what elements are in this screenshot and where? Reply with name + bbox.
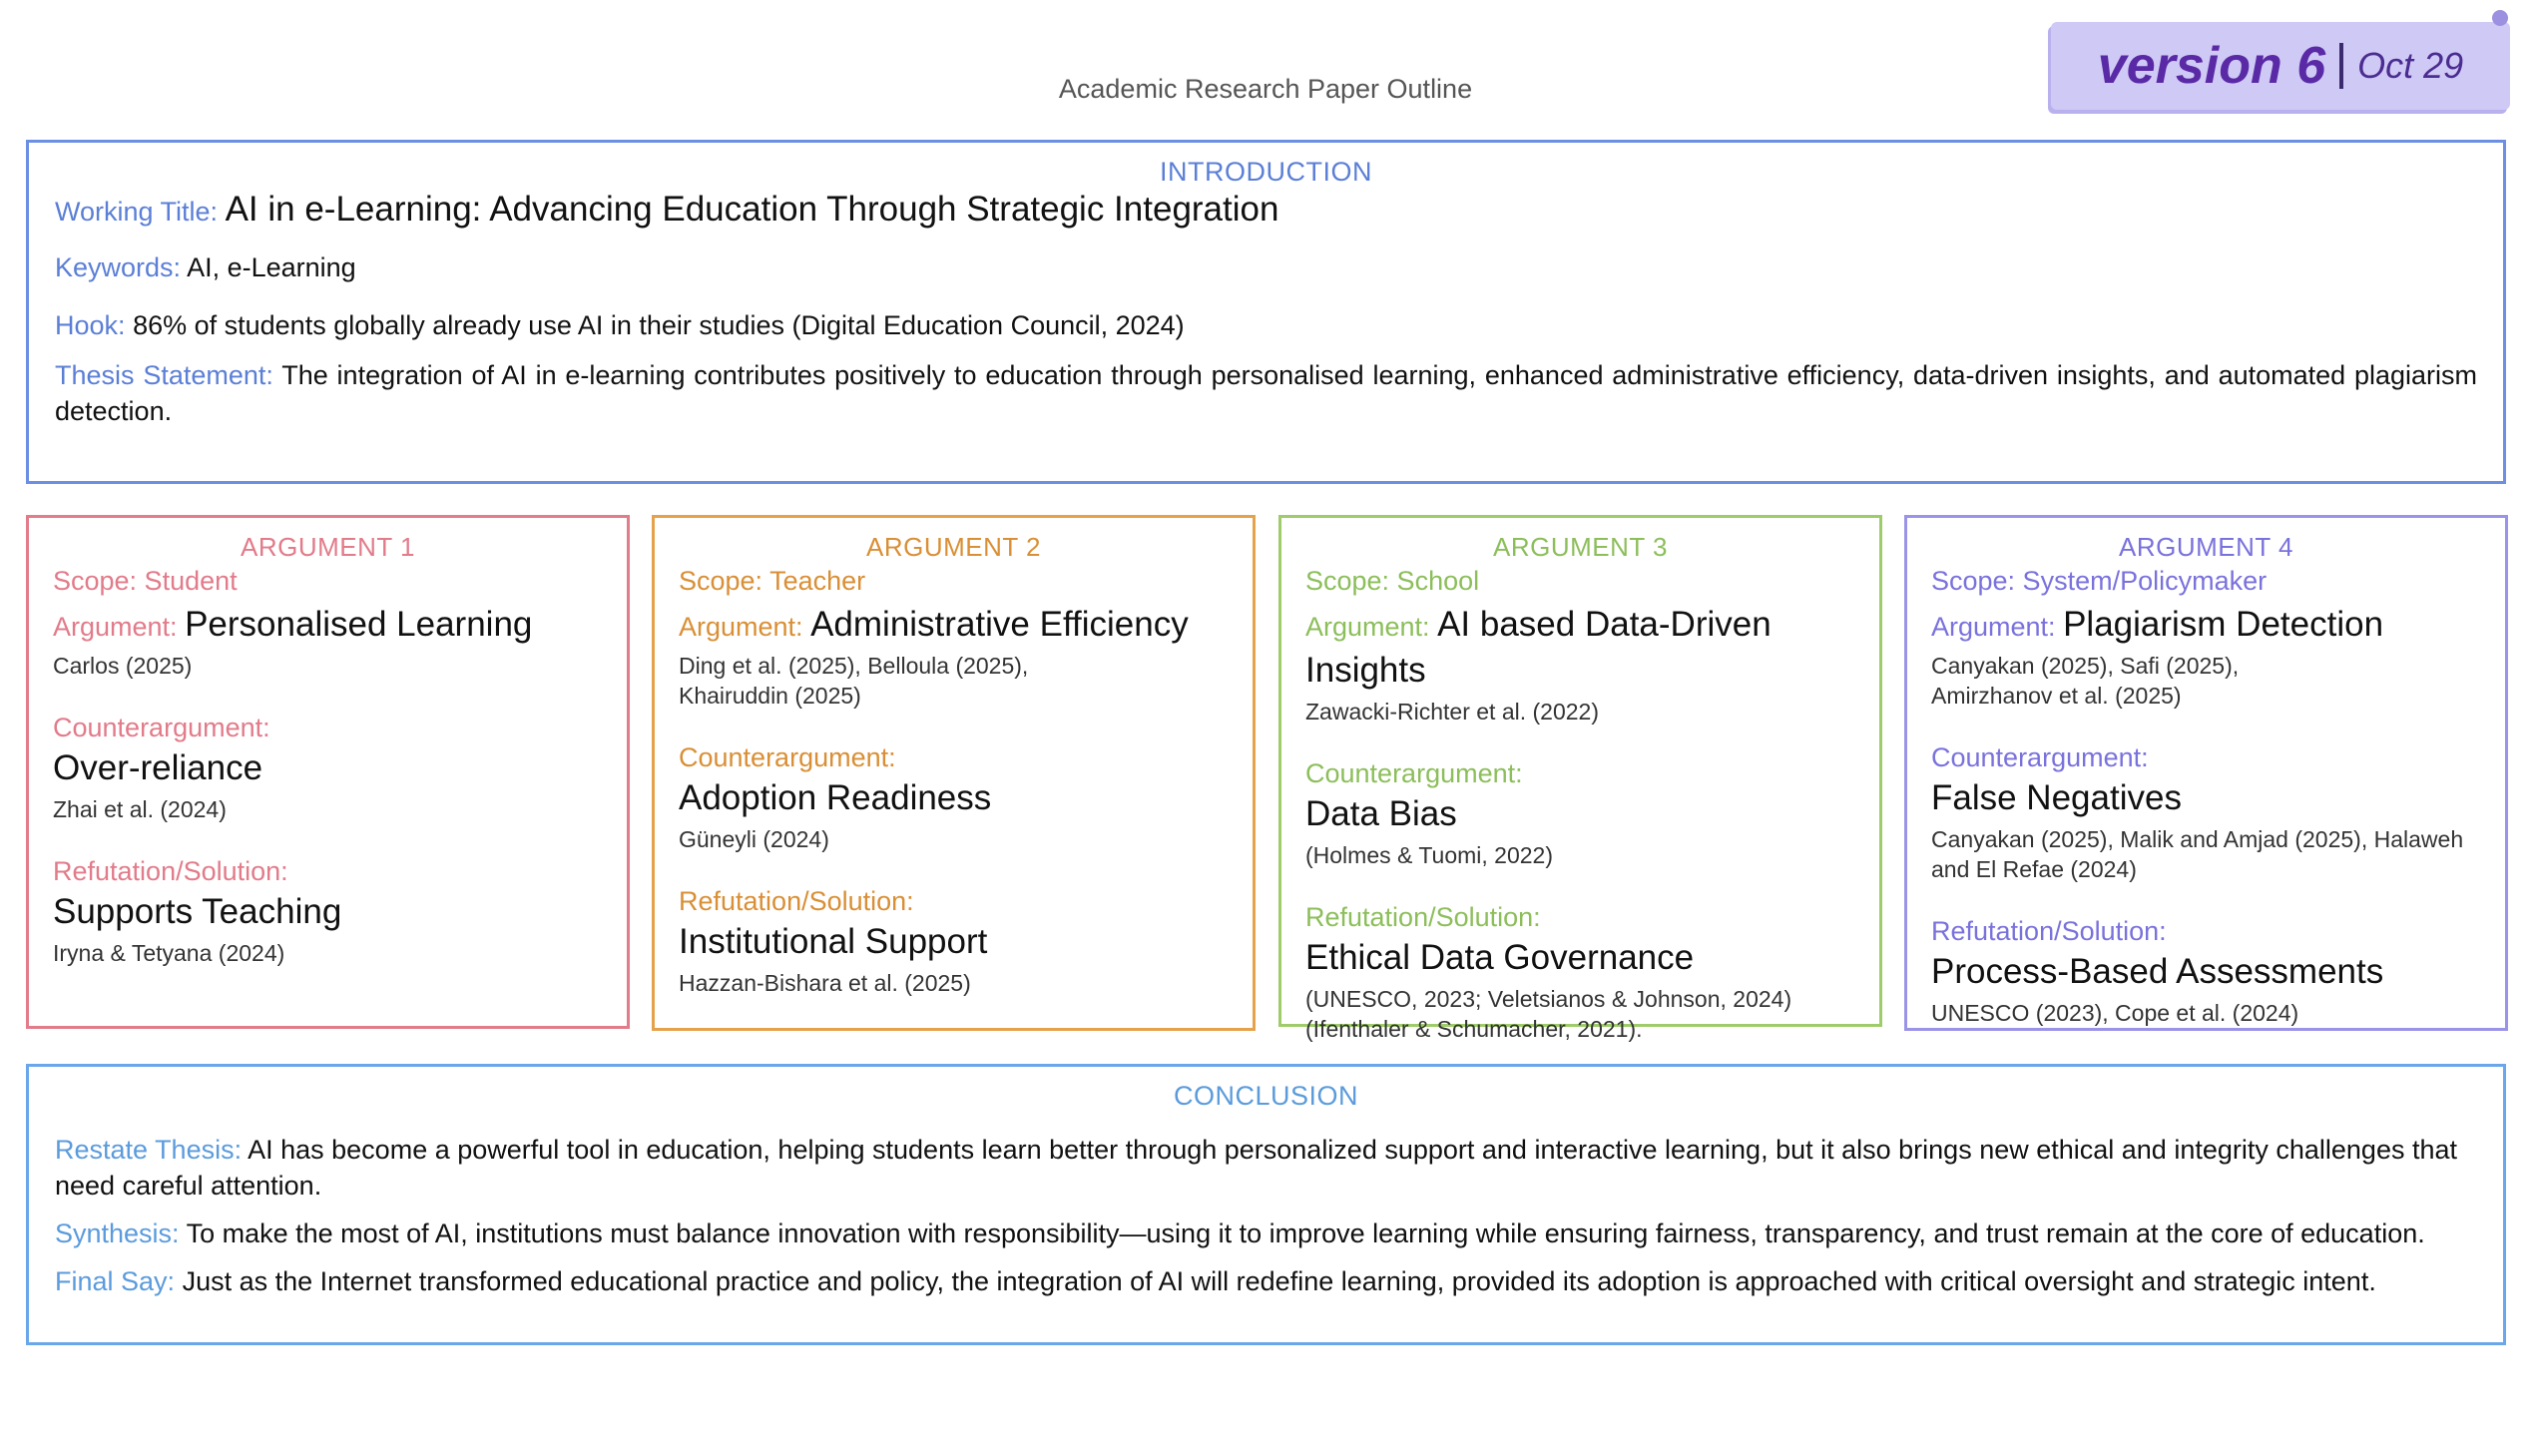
restate-thesis-row (55, 1132, 2477, 1204)
argument-2-counter-cite: Güneyli (2024) (679, 826, 829, 852)
synthesis-value: To make the most of AI, institutions must balance innovation with responsibility—using it to improve learning while ensuring fairness, transparency, and trust remain at the core of education. (186, 1218, 2425, 1248)
argument-label: Argument: (53, 612, 178, 642)
thesis-label: Thesis Statement: (55, 360, 273, 390)
introduction-section (26, 140, 2506, 484)
counterargument-label: Counterargument: (1931, 742, 2149, 772)
argument-3-argument-cite: Zawacki-Richter et al. (2022) (1305, 699, 1599, 725)
argument-3-counter: Data Bias (1305, 794, 1457, 833)
argument-3-scope: Scope: School (1305, 566, 1480, 596)
argument-2-refutation: Institutional Support (679, 922, 988, 961)
version-divider (2339, 43, 2343, 89)
argument-2-heading: ARGUMENT 2 (866, 532, 1041, 562)
argument-4-refutation: Process-Based Assessments (1931, 952, 2384, 991)
final-say-row (55, 1263, 2477, 1299)
argument-2-argument: Administrative Efficiency (810, 605, 1189, 644)
argument-4-refutation-cite: UNESCO (2023), Cope et al. (2024) (1931, 1000, 2299, 1026)
final-say-value: Just as the Internet transformed educational practice and policy, the integration of AI will redefine learning, provided its adoption is approached with critical oversight and strategic intent. (182, 1266, 2376, 1296)
working-title-label: Working Title: (55, 197, 219, 227)
argument-label: Argument: (679, 612, 803, 642)
argument-1-counter-cite: Zhai et al. (2024) (53, 796, 227, 822)
hook-value: 86% of students globally already use AI in their studies (Digital Education Council, 2024) (133, 310, 1185, 340)
argument-1-card (26, 515, 630, 1029)
argument-1-argument: Personalised Learning (185, 605, 533, 644)
argument-1-argument-row (53, 603, 603, 649)
argument-1-refutation-cite: Iryna & Tetyana (2024) (53, 940, 285, 966)
argument-4-heading: ARGUMENT 4 (2119, 532, 2293, 562)
restate-thesis-value: AI has become a powerful tool in education, helping students learn better through personalized support and interactive learning, but it also brings new ethical and integrity challenges that need careful attention. (55, 1135, 2457, 1201)
argument-4-argument-row (1931, 603, 2481, 649)
argument-4-argument-cite: Canyakan (2025), Safi (2025), Amirzhanov et al. (2025) (1931, 653, 2240, 709)
argument-3-refutation-cite: (UNESCO, 2023; Veletsianos & Johnson, 2024) (Ifenthaler & Schumacher, 2021). (1305, 986, 1792, 1042)
hook-label: Hook: (55, 310, 126, 340)
counterargument-label: Counterargument: (1305, 758, 1523, 788)
argument-2-argument-row (679, 603, 1229, 649)
argument-label: Argument: (1305, 612, 1430, 642)
hook-row (55, 307, 2477, 343)
working-title-row (55, 192, 2477, 230)
argument-4-counter-cite: Canyakan (2025), Malik and Amjad (2025), Halaweh and El Refae (2024) (1931, 826, 2464, 882)
keywords-row (55, 249, 2477, 285)
synthesis-label: Synthesis: (55, 1218, 180, 1248)
argument-4-scope: Scope: System/Policymaker (1931, 566, 2268, 596)
version-sticky-note (2051, 22, 2510, 110)
argument-2-scope: Scope: Teacher (679, 566, 866, 596)
argument-1-argument-cite: Carlos (2025) (53, 653, 193, 679)
introduction-heading: INTRODUCTION (1160, 157, 1372, 187)
keywords-value: AI, e-Learning (187, 252, 356, 282)
argument-3-refutation: Ethical Data Governance (1305, 938, 1695, 977)
argument-3-argument-row (1305, 603, 1855, 695)
argument-2-refutation-cite: Hazzan-Bishara et al. (2025) (679, 970, 971, 996)
note-curl-icon (2492, 10, 2508, 26)
refutation-label: Refutation/Solution: (679, 886, 914, 916)
final-say-label: Final Say: (55, 1266, 176, 1296)
refutation-label: Refutation/Solution: (53, 856, 288, 886)
version-date: Oct 29 (2357, 45, 2464, 86)
refutation-label: Refutation/Solution: (1305, 902, 1541, 932)
keywords-label: Keywords: (55, 252, 182, 282)
argument-2-argument-cite: Ding et al. (2025), Belloula (2025), Khairuddin (2025) (679, 653, 1029, 709)
argument-3-argument: AI based Data-Driven Insights (1305, 605, 1772, 690)
counterargument-label: Counterargument: (679, 742, 896, 772)
argument-1-scope: Scope: Student (53, 566, 238, 596)
argument-label: Argument: (1931, 612, 2056, 642)
argument-3-card (1278, 515, 1882, 1042)
argument-4-card (1904, 515, 2508, 1031)
argument-2-card (652, 515, 1256, 1031)
argument-4-argument: Plagiarism Detection (2063, 605, 2384, 644)
argument-4-counter: False Negatives (1931, 778, 2182, 817)
argument-3-counter-cite: (Holmes & Tuomi, 2022) (1305, 842, 1553, 868)
working-title: AI in e-Learning: Advancing Education Through Strategic Integration (225, 190, 1279, 229)
refutation-label: Refutation/Solution: (1931, 916, 2167, 946)
argument-1-refutation: Supports Teaching (53, 892, 342, 931)
thesis-row (55, 357, 2477, 429)
counterargument-label: Counterargument: (53, 713, 270, 742)
argument-2-counter: Adoption Readiness (679, 778, 992, 817)
conclusion-heading: CONCLUSION (1173, 1081, 1359, 1111)
version-label: version 6 (2097, 37, 2326, 95)
thesis-value: The integration of AI in e-learning contributes positively to education through personalised learning, enhanced administrative efficiency, data-driven insights, and automated plagiarism detection. (55, 360, 2478, 426)
synthesis-row (55, 1215, 2477, 1251)
argument-1-counter: Over-reliance (53, 748, 263, 787)
page-title: Academic Research Paper Outline (1058, 74, 1473, 104)
restate-thesis-label: Restate Thesis: (55, 1135, 243, 1165)
argument-1-heading: ARGUMENT 1 (241, 532, 415, 562)
argument-3-heading: ARGUMENT 3 (1493, 532, 1668, 562)
conclusion-section (26, 1064, 2506, 1345)
